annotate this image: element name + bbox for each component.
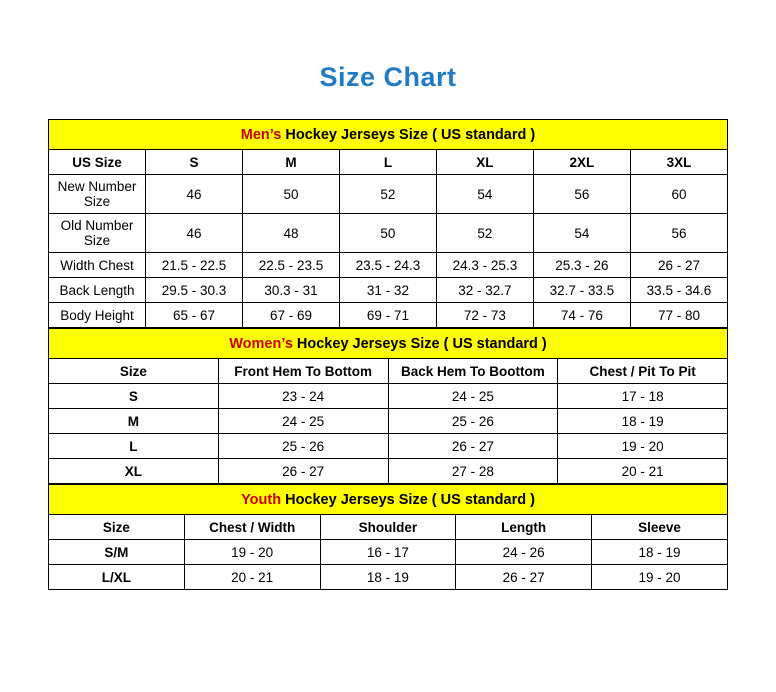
mens-section-header-row xyxy=(49,120,728,150)
table-cell: 77 - 80 xyxy=(630,303,727,328)
table-row xyxy=(49,278,728,303)
table-row xyxy=(49,434,728,459)
table-cell: 25.3 - 26 xyxy=(533,253,630,278)
mens-section-header xyxy=(49,120,728,150)
youth-heading-rest: Hockey Jerseys Size ( US standard ) xyxy=(281,491,535,508)
table-cell: 24.3 - 25.3 xyxy=(436,253,533,278)
youth-col-header: Shoulder xyxy=(320,515,456,540)
table-cell: 21.5 - 22.5 xyxy=(145,253,242,278)
row-label: S/M xyxy=(49,540,185,565)
table-cell: 18 - 19 xyxy=(592,540,728,565)
row-label: M xyxy=(49,409,219,434)
size-tables-container xyxy=(48,93,728,590)
table-cell: 26 - 27 xyxy=(456,565,592,590)
womens-section-header xyxy=(49,329,728,359)
table-cell: 20 - 21 xyxy=(558,459,728,484)
mens-column-header-row xyxy=(49,150,728,175)
womens-size-table xyxy=(48,328,728,484)
table-cell: 67 - 69 xyxy=(242,303,339,328)
table-cell: 23 - 24 xyxy=(218,384,388,409)
row-label: Back Length xyxy=(49,278,146,303)
row-label: Body Height xyxy=(49,303,146,328)
table-cell: 26 - 27 xyxy=(218,459,388,484)
table-cell: 32 - 32.7 xyxy=(436,278,533,303)
table-cell: 74 - 76 xyxy=(533,303,630,328)
row-label: XL xyxy=(49,459,219,484)
table-cell: 31 - 32 xyxy=(339,278,436,303)
table-cell: 22.5 - 23.5 xyxy=(242,253,339,278)
table-cell: 24 - 26 xyxy=(456,540,592,565)
youth-heading-accent: Youth xyxy=(241,491,282,508)
mens-col-header: 2XL xyxy=(533,150,630,175)
row-label: Width Chest xyxy=(49,253,146,278)
table-row xyxy=(49,409,728,434)
youth-col-header: Chest / Width xyxy=(184,515,320,540)
row-label: New Number Size xyxy=(49,175,146,214)
mens-col-header: M xyxy=(242,150,339,175)
table-cell: 33.5 - 34.6 xyxy=(630,278,727,303)
table-cell: 18 - 19 xyxy=(558,409,728,434)
table-cell: 17 - 18 xyxy=(558,384,728,409)
table-cell: 19 - 20 xyxy=(592,565,728,590)
table-cell: 30.3 - 31 xyxy=(242,278,339,303)
table-cell: 29.5 - 30.3 xyxy=(145,278,242,303)
row-label: L/XL xyxy=(49,565,185,590)
youth-col-header: Sleeve xyxy=(592,515,728,540)
table-cell: 52 xyxy=(339,175,436,214)
table-cell: 24 - 25 xyxy=(218,409,388,434)
table-cell: 26 - 27 xyxy=(630,253,727,278)
womens-col-header: Back Hem To Boottom xyxy=(388,359,558,384)
table-row xyxy=(49,540,728,565)
table-cell: 24 - 25 xyxy=(388,384,558,409)
table-cell: 25 - 26 xyxy=(388,409,558,434)
table-cell: 26 - 27 xyxy=(388,434,558,459)
table-cell: 19 - 20 xyxy=(558,434,728,459)
mens-col-header: 3XL xyxy=(630,150,727,175)
table-cell: 56 xyxy=(533,175,630,214)
table-row xyxy=(49,214,728,253)
table-row xyxy=(49,175,728,214)
youth-section-header xyxy=(49,485,728,515)
table-cell: 50 xyxy=(242,175,339,214)
row-label: Old Number Size xyxy=(49,214,146,253)
womens-col-header: Size xyxy=(49,359,219,384)
table-row xyxy=(49,565,728,590)
table-cell: 19 - 20 xyxy=(184,540,320,565)
table-cell: 72 - 73 xyxy=(436,303,533,328)
table-cell: 25 - 26 xyxy=(218,434,388,459)
table-cell: 69 - 71 xyxy=(339,303,436,328)
table-cell: 48 xyxy=(242,214,339,253)
table-cell: 54 xyxy=(436,175,533,214)
table-cell: 65 - 67 xyxy=(145,303,242,328)
mens-col-header: XL xyxy=(436,150,533,175)
table-row xyxy=(49,303,728,328)
mens-col-header: L xyxy=(339,150,436,175)
youth-size-table xyxy=(48,484,728,590)
womens-col-header: Front Hem To Bottom xyxy=(218,359,388,384)
table-cell: 56 xyxy=(630,214,727,253)
mens-col-header: S xyxy=(145,150,242,175)
table-cell: 16 - 17 xyxy=(320,540,456,565)
page-title: Size Chart xyxy=(319,62,457,92)
mens-heading-accent: Men’s xyxy=(240,126,282,143)
mens-col-header: US Size xyxy=(49,150,146,175)
table-cell: 23.5 - 24.3 xyxy=(339,253,436,278)
table-row xyxy=(49,384,728,409)
table-cell: 54 xyxy=(533,214,630,253)
youth-column-header-row xyxy=(49,515,728,540)
table-cell: 50 xyxy=(339,214,436,253)
youth-section-header-row xyxy=(49,485,728,515)
mens-size-table xyxy=(48,119,728,328)
womens-column-header-row xyxy=(49,359,728,384)
table-cell: 32.7 - 33.5 xyxy=(533,278,630,303)
table-row xyxy=(49,253,728,278)
table-cell: 46 xyxy=(145,214,242,253)
row-label: S xyxy=(49,384,219,409)
table-cell: 60 xyxy=(630,175,727,214)
youth-col-header: Length xyxy=(456,515,592,540)
womens-heading-accent: Women’s xyxy=(229,335,293,352)
table-cell: 20 - 21 xyxy=(184,565,320,590)
youth-col-header: Size xyxy=(49,515,185,540)
womens-col-header: Chest / Pit To Pit xyxy=(558,359,728,384)
womens-heading-rest: Hockey Jerseys Size ( US standard ) xyxy=(292,335,547,352)
table-cell: 27 - 28 xyxy=(388,459,558,484)
table-cell: 52 xyxy=(436,214,533,253)
mens-heading-rest: Hockey Jerseys Size ( US standard ) xyxy=(281,126,536,143)
womens-section-header-row xyxy=(49,329,728,359)
table-cell: 46 xyxy=(145,175,242,214)
table-cell: 18 - 19 xyxy=(320,565,456,590)
row-label: L xyxy=(49,434,219,459)
table-row xyxy=(49,459,728,484)
